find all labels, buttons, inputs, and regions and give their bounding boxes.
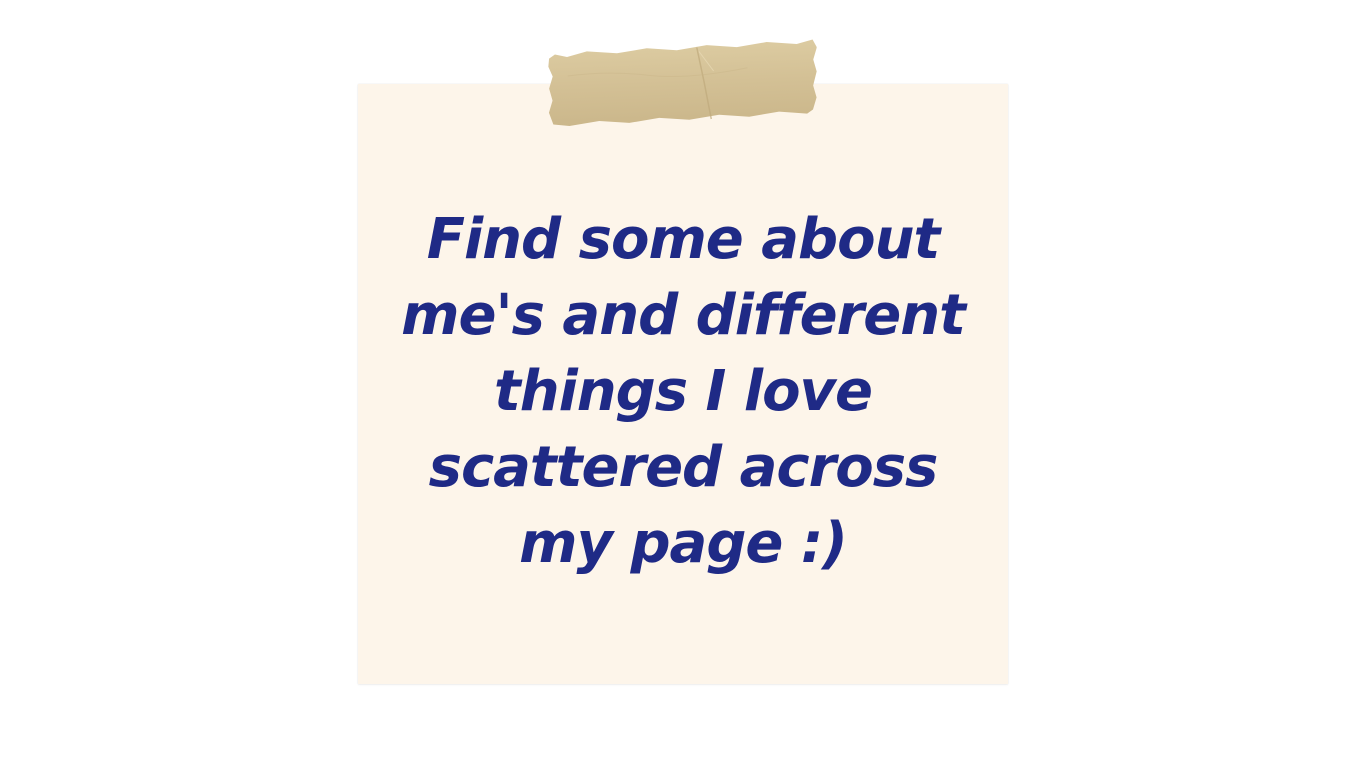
note-line-1: Find some about (426, 207, 940, 272)
sticky-note (358, 84, 1008, 684)
note-line-3: things I love (493, 359, 873, 424)
masking-tape-icon (547, 37, 820, 128)
note-line-4: scattered across (428, 435, 938, 500)
note-line-2: me's and different (401, 283, 965, 348)
note-message (358, 202, 1008, 582)
note-line-5: my page :) (519, 511, 847, 576)
